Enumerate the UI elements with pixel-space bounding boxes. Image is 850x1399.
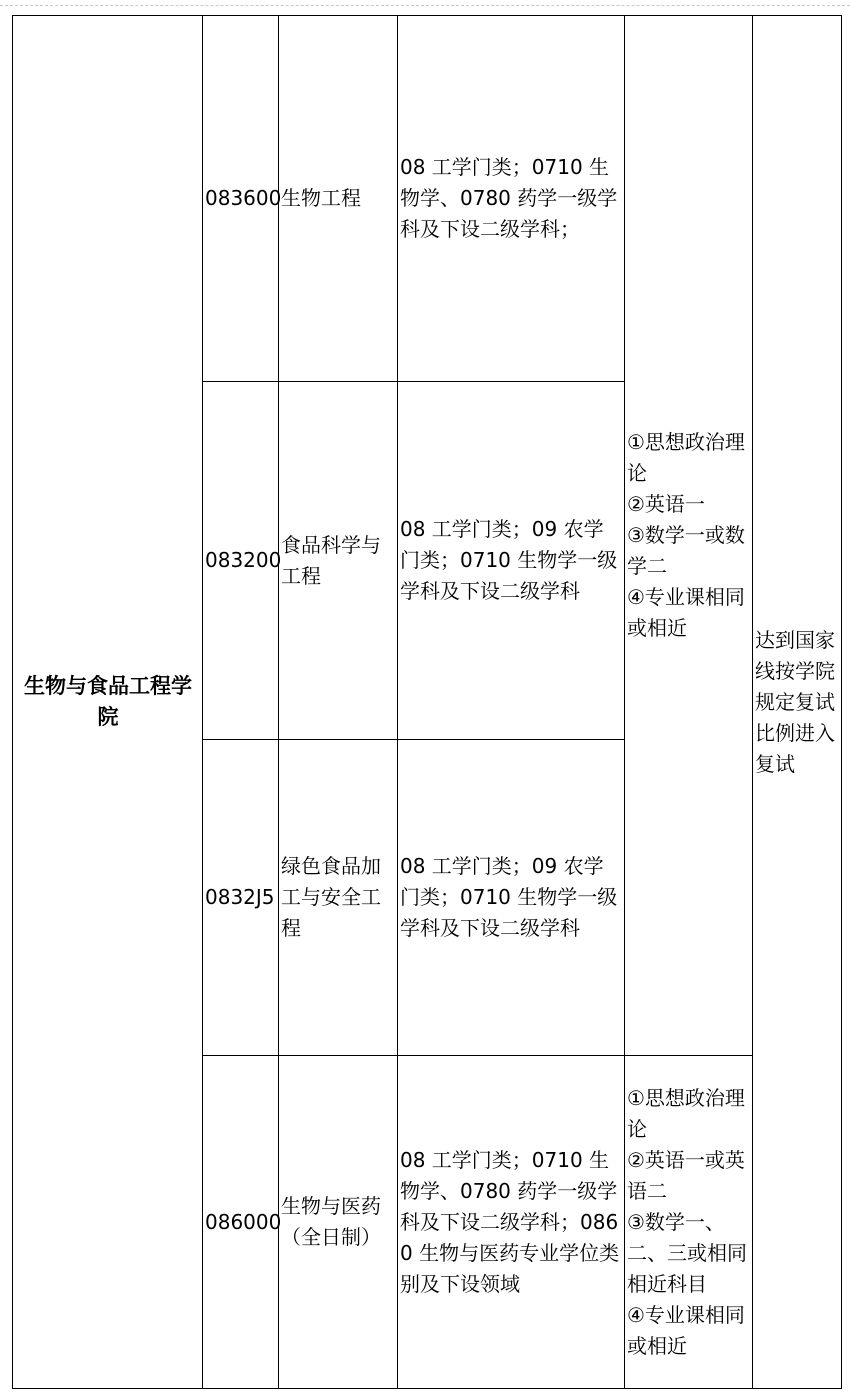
program-name: 食品科学与工程 [279, 382, 398, 740]
program-code: 0832J5 [203, 740, 279, 1056]
admission-table [12, 15, 842, 1389]
exam-subjects-group-2 [625, 1056, 753, 1389]
exam-subject-item: ③数学一、二、三或相同相近科目 [627, 1209, 747, 1296]
admission-requirement: 08 工学门类；0710 生物学、0780 药学一级学科及下设二级学科； [398, 16, 625, 382]
college-cell: 生物与食品工程学院 [13, 16, 203, 1389]
exam-subject-item: ④专业课相同或相近 [627, 585, 745, 640]
page-top-rule [0, 5, 850, 6]
exam-subjects-group-1 [625, 16, 753, 1056]
exam-subject-item: ①思想政治理论 [627, 1085, 745, 1141]
program-code: 083200 [203, 382, 279, 740]
program-name: 生物工程 [279, 16, 398, 382]
exam-subject-item: ③数学一或数学二 [627, 523, 745, 578]
admission-requirement: 08 工学门类；0710 生物学、0780 药学一级学科及下设二级学科；0860 生物与医药专业学位类别及下设领域 [398, 1056, 625, 1389]
exam-subject-item: ②英语一 [627, 492, 705, 516]
program-code: 086000 [203, 1056, 279, 1389]
table-row [13, 16, 842, 382]
retest-note: 达到国家线按学院规定复试比例进入复试 [753, 16, 842, 1389]
exam-subject-item: ④专业课相同或相近 [627, 1302, 745, 1358]
program-code: 083600 [203, 16, 279, 382]
admission-requirement: 08 工学门类；09 农学门类；0710 生物学一级学科及下设二级学科 [398, 382, 625, 740]
exam-subject-item: ②英语一或英语二 [627, 1147, 745, 1203]
admission-requirement: 08 工学门类；09 农学门类；0710 生物学一级学科及下设二级学科 [398, 740, 625, 1056]
program-name: 绿色食品加工与安全工程 [279, 740, 398, 1056]
exam-subject-item: ①思想政治理论 [627, 430, 745, 485]
program-name: 生物与医药（全日制） [279, 1056, 398, 1389]
